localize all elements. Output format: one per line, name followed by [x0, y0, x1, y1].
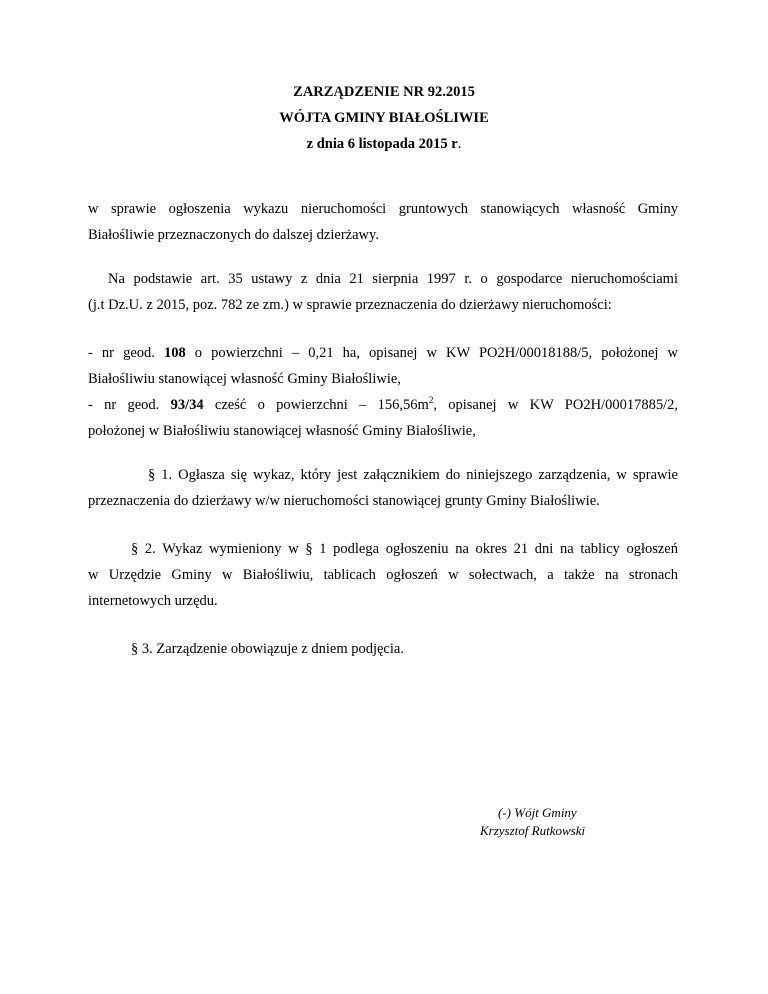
subject-paragraph — [88, 196, 678, 248]
section-1-line-1: § 1. Ogłasza się wykaz, który jest załącznikiem do niniejszego zarządzenia, w sprawie — [148, 467, 678, 483]
legal-basis-paragraph — [88, 266, 678, 318]
date-heading-period: . — [457, 136, 462, 152]
property-item-2-line-2: położonej w Białośliwiu stanowiącej własność Gminy Białośliwie, — [88, 423, 476, 439]
section-2-line-1: § 2. Wykaz wymieniony w § 1 podlega ogłoszeniu na okres 21 dni na tablicy ogłoszeń — [131, 541, 678, 557]
square-superscript: 2 — [428, 395, 434, 406]
section-3-line-1: § 3. Zarządzenie obowiązuje z dniem podjęcia. — [131, 641, 404, 657]
property-item-2-number: 93/34 — [170, 397, 204, 413]
signature-title: (-) Wójt Gminy — [498, 805, 577, 820]
section-2-paragraph — [88, 536, 678, 614]
section-2-line-2: w Urzędzie Gminy w Białośliwiu, tablicach ogłoszeń w sołectwach, a także na stronach — [88, 567, 678, 583]
section-3-paragraph — [88, 636, 678, 662]
section-1-line-2: przeznaczenia do dzierżawy w/w nieruchomości stanowiącej grunty Gminy Białośliwie. — [88, 493, 600, 509]
property-item-1-line-1 — [88, 340, 678, 366]
property-item-2-line-1 — [88, 392, 678, 418]
date-heading — [0, 134, 768, 154]
property-item-1-details: o powierzchni – 0,21 ha, opisanej w KW PO2H/00018188/5, położonej w — [185, 345, 678, 361]
ordinance-number-heading: ZARZĄDZENIE NR 92.2015 — [293, 84, 475, 100]
subject-line-2: Białośliwie przeznaczonych do dalszej dzierżawy. — [88, 227, 379, 243]
legal-basis-line-1: Na podstawie art. 35 ustawy z dnia 21 sierpnia 1997 r. o gospodarce nieruchomościami — [108, 271, 678, 287]
property-list — [88, 340, 678, 444]
property-item-1-number: 108 — [163, 345, 186, 361]
property-item-2-details: , opisanej w KW PO2H/00017885/2, — [433, 397, 678, 413]
property-item-1-prefix: - nr geod. — [88, 345, 164, 361]
property-item-1-line-2: Białośliwiu stanowiącej własność Gminy Białośliwie, — [88, 371, 401, 387]
signature-name: Krzysztof Rutkowski — [480, 823, 586, 838]
section-1-paragraph — [88, 462, 678, 514]
legal-basis-line-2: (j.t Dz.U. z 2015, poz. 782 ze zm.) w sprawie przeznaczenia do dzierżawy nieruchomości: — [88, 297, 612, 313]
property-item-2-prefix: - nr geod. — [88, 397, 171, 413]
section-2-line-3: internetowych urzędu. — [88, 593, 218, 609]
signature-block — [470, 804, 670, 840]
property-item-2-area: cześć o powierzchni – 156,56m — [203, 397, 429, 413]
subject-line-1: w sprawie ogłoszenia wykazu nieruchomości gruntowych stanowiących własność Gminy — [88, 201, 678, 217]
issuer-heading: WÓJTA GMINY BIAŁOŚLIWIE — [279, 110, 489, 126]
date-heading-text: z dnia 6 listopada 2015 r — [306, 136, 458, 152]
